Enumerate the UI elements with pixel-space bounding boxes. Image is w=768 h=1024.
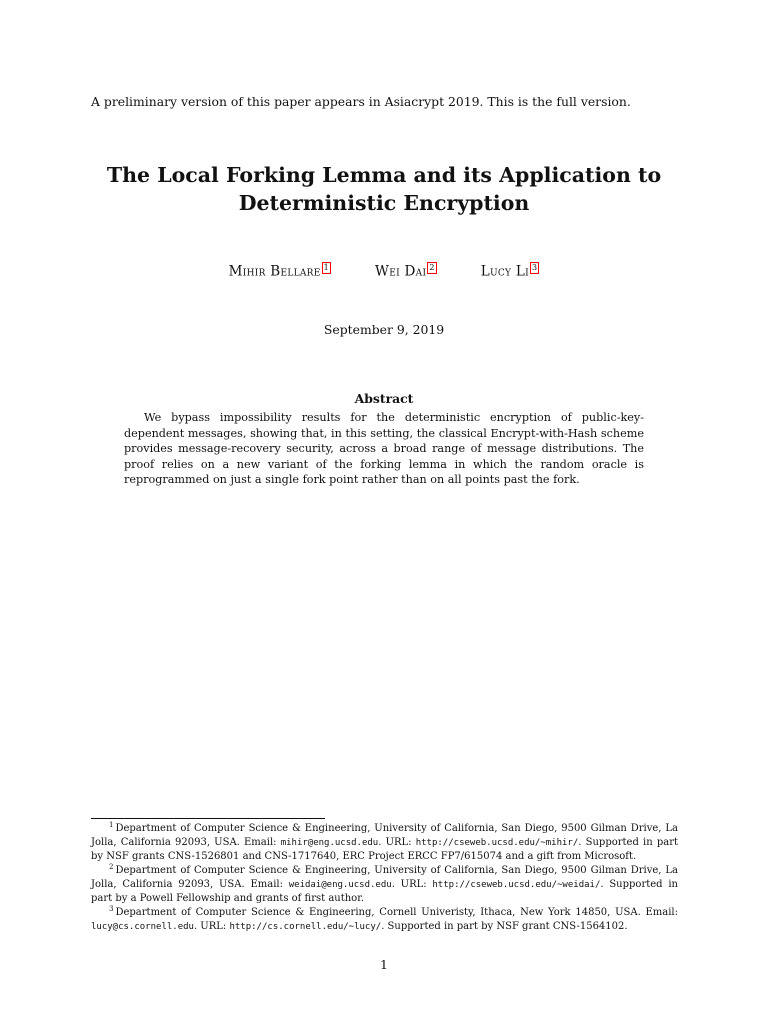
url-link[interactable]: http://cseweb.ucsd.edu/~mihir/ bbox=[415, 838, 579, 848]
footnote-text: . URL: bbox=[378, 837, 416, 848]
page-number: 1 bbox=[380, 957, 388, 972]
footnote-text: . URL: bbox=[193, 921, 230, 932]
paper-date: September 9, 2019 bbox=[323, 322, 445, 337]
url-link[interactable]: http://cs.cornell.edu/~lucy/ bbox=[229, 922, 382, 932]
paper-title bbox=[0, 161, 768, 217]
footnotes bbox=[91, 822, 678, 934]
author-name: Mihir Bellare bbox=[228, 263, 321, 280]
email-link[interactable]: lucy@cs.cornell.edu bbox=[91, 922, 194, 932]
footnote-link-1[interactable]: 1 bbox=[323, 263, 330, 272]
url-link[interactable]: http://cseweb.ucsd.edu/~weidai/ bbox=[432, 880, 601, 890]
footnote-mark: 1 bbox=[109, 820, 114, 829]
footnote-text: . Supported in part by a Powell Fellowship and grants of first author. bbox=[91, 879, 678, 904]
email-link[interactable]: mihir@eng.ucsd.edu bbox=[280, 838, 379, 848]
author-2 bbox=[375, 262, 437, 280]
footnote-text: . URL: bbox=[391, 879, 433, 890]
email-link[interactable]: weidai@eng.ucsd.edu bbox=[288, 880, 392, 890]
author-name: Lucy Li bbox=[480, 263, 529, 280]
title-line-2: Deterministic Encryption bbox=[238, 191, 530, 215]
footnote-2 bbox=[91, 864, 678, 906]
author-1 bbox=[229, 262, 331, 280]
abstract-body: We bypass impossibility results for the deterministic encryption of public-key-dependent messages, showing that, in this setting, the classical Encrypt-with-Hash scheme provides message-recovery security, across a broad range of message distributions. The proof relies on a new variant of the forking lemma in which the random oracle is reprogrammed on just a single fork point rather than on all points past the fork. bbox=[124, 411, 644, 486]
footnote-3 bbox=[91, 906, 678, 934]
footnote-link-3[interactable]: 3 bbox=[532, 263, 538, 272]
author-name: Wei Dai bbox=[375, 263, 427, 280]
title-line-1: The Local Forking Lemma and its Application to bbox=[106, 163, 662, 187]
footnote-text: Department of Computer Science & Engineering, University of California, San Diego, 9500 Gilman Drive, La Jolla, California 92093, USA. Email: bbox=[91, 823, 678, 848]
footnote-link-2[interactable]: 2 bbox=[429, 263, 435, 272]
footnote-text: Department of Computer Science & Engineering, University of California, San Diego, 9500 Gilman Drive, La Jolla, California 92093, USA. Email: bbox=[91, 865, 678, 890]
footnote-mark: 2 bbox=[109, 862, 114, 871]
abstract-heading: Abstract bbox=[354, 391, 414, 406]
author-list bbox=[0, 262, 768, 280]
footnote-1 bbox=[91, 822, 678, 864]
author-3 bbox=[481, 262, 540, 280]
footnote-rule bbox=[91, 818, 325, 819]
preliminary-version-note: A preliminary version of this paper appears in Asiacrypt 2019. This is the full version. bbox=[91, 94, 631, 109]
footnote-text: . Supported in part by NSF grant CNS-1564102. bbox=[381, 921, 628, 932]
footnote-text: Department of Computer Science & Engineering, Cornell Univeristy, Ithaca, New York 14850, USA. Email: bbox=[115, 907, 678, 918]
footnote-mark: 3 bbox=[109, 904, 114, 913]
footnote-text: . Supported in part by NSF grants CNS-1526801 and CNS-1717640, ERC Project ERCC FP7/615074 and a gift from Microsoft. bbox=[91, 837, 678, 862]
